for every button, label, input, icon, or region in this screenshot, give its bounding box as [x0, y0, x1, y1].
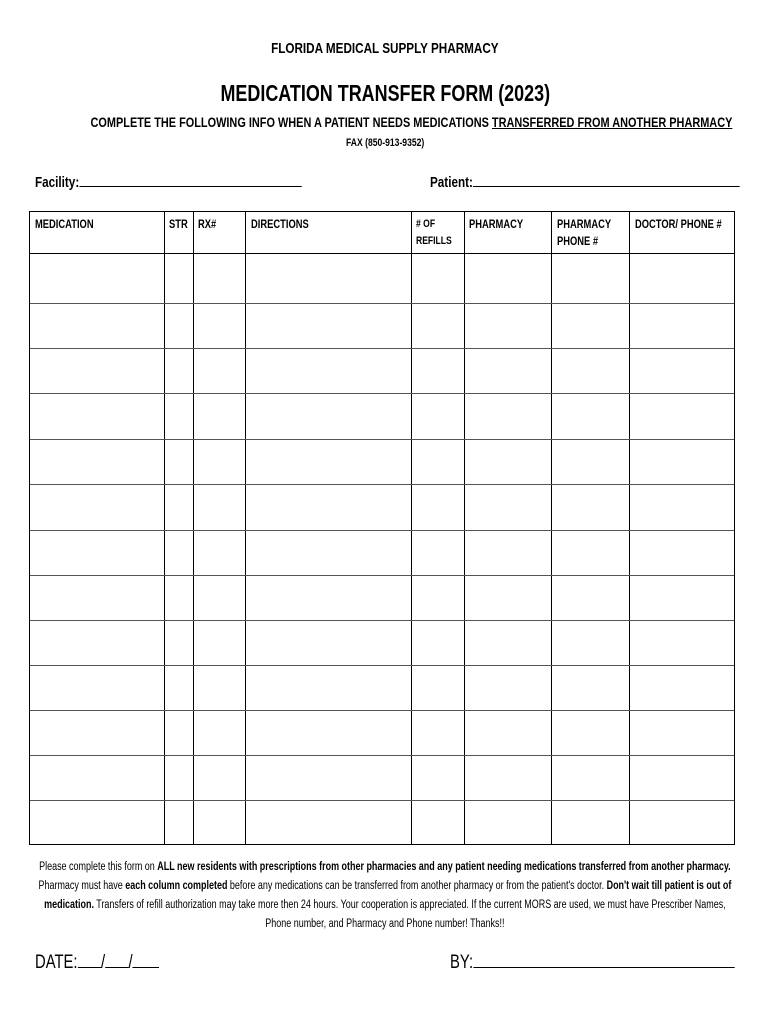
- fax-number: FAX (850-913-9352): [345, 137, 425, 149]
- row-divider: [30, 303, 734, 304]
- date-year-line[interactable]: [133, 953, 160, 968]
- header-row-divider: [30, 253, 734, 254]
- row-divider: [30, 800, 734, 801]
- patient-label: Patient:: [430, 174, 473, 191]
- row-divider: [30, 530, 734, 531]
- date-label: DATE:: [35, 952, 78, 973]
- row-divider: [30, 484, 734, 485]
- row-divider: [30, 665, 734, 666]
- by-field[interactable]: [450, 952, 770, 974]
- col-header-doctor-phone: DOCTOR/ PHONE #: [635, 217, 722, 231]
- col-header-refills: # OF REFILLS: [416, 218, 452, 247]
- footer-instructions: Please complete this form on ALL new residents with prescriptions from other pharmacies and any patient needing medications transferred from another pharmacy. Pharmacy must have each column completed before any medications can be transferred from another pharmacy or from the patient's doctor. Don't wait till patient is out of medication. Transfers of refill authorization may take more then 24 hours. Your cooperation is appreciated. If the current MORS are used, we must have Prescriber Names, Phone number, and Pharmacy and Phone number! Thanks!!: [38, 861, 732, 930]
- patient-input-line[interactable]: [473, 172, 740, 187]
- col-header-pharmacy-phone: PHARMACY PHONE #: [557, 217, 612, 248]
- facility-input-line[interactable]: [79, 172, 301, 187]
- medication-table: [29, 211, 735, 845]
- row-divider: [30, 393, 734, 394]
- by-label: BY:: [450, 952, 474, 973]
- col-header-rx: RX#: [198, 217, 217, 231]
- row-divider: [30, 755, 734, 756]
- pharmacy-name: FLORIDA MEDICAL SUPPLY PHARMACY: [271, 40, 499, 57]
- patient-field[interactable]: [430, 172, 770, 191]
- by-input-line[interactable]: [473, 953, 734, 968]
- date-month-line[interactable]: [78, 953, 101, 968]
- row-divider: [30, 710, 734, 711]
- facility-label: Facility:: [35, 174, 80, 191]
- row-divider: [30, 439, 734, 440]
- date-day-line[interactable]: [105, 953, 128, 968]
- row-divider: [30, 575, 734, 576]
- col-header-medication: MEDICATION: [35, 217, 94, 231]
- row-divider: [30, 620, 734, 621]
- col-header-directions: DIRECTIONS: [251, 217, 309, 231]
- facility-field[interactable]: [35, 172, 377, 191]
- col-header-pharmacy: PHARMACY: [469, 217, 524, 231]
- row-divider: [30, 348, 734, 349]
- form-instruction: COMPLETE THE FOLLOWING INFO WHEN A PATIENT NEEDS MEDICATIONS TRANSFERRED FROM ANOTHER PHARMACY: [90, 114, 733, 130]
- form-title: MEDICATION TRANSFER FORM (2023): [220, 80, 550, 106]
- col-header-str: STR: [169, 217, 188, 231]
- date-field[interactable]: DATE: / /: [35, 952, 194, 974]
